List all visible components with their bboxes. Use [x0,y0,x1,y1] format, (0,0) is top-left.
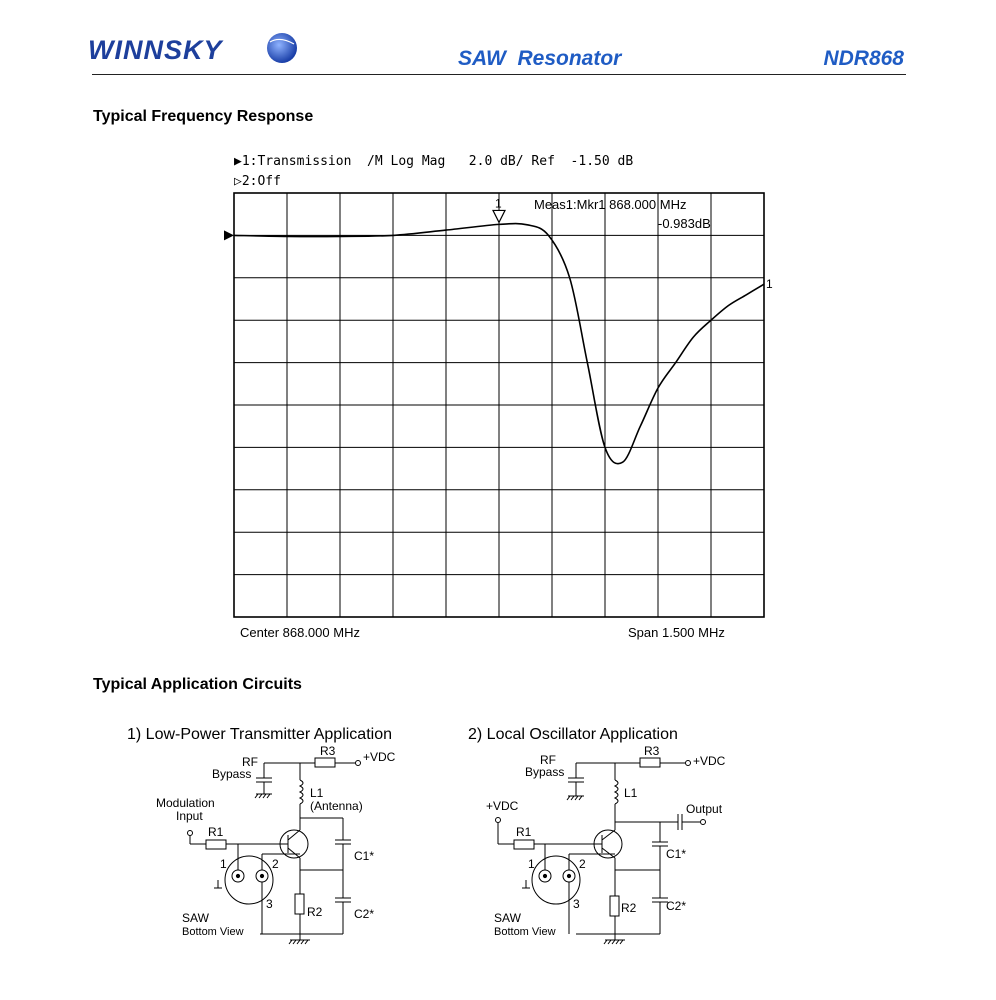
r1-label: R1 [208,825,224,839]
saw-pin-1: 1 [220,857,227,871]
saw-label: SAW [494,911,521,925]
rf-label: RF [540,753,556,767]
analyzer-status-line-2: ▷2:Off [234,174,281,189]
r3-label: R3 [644,744,660,758]
vdc-left-terminal [496,818,501,823]
marker-triangle [493,210,505,222]
r1-resistor [206,840,226,849]
bypass-label: Bypass [212,767,252,781]
globe-icon [267,33,297,63]
oscillator-circuit-diagram [480,740,750,955]
c2-label: C2* [666,899,687,913]
c1-label: C1* [666,847,687,861]
r2-label: R2 [621,901,637,915]
winnsky-logo [86,28,306,78]
vdc-left-label: +VDC [486,799,519,813]
r1-label: R1 [516,825,532,839]
vdc-terminal [686,761,691,766]
reference-level-marker [224,230,234,240]
section-title-frequency-response: Typical Frequency Response [93,108,314,125]
modulation-input-terminal [188,831,193,836]
r2-resistor [610,896,619,916]
analyzer-status-line-1: ▶1:Transmission /M Log Mag 2.0 dB/ Ref -1.50 dB [234,154,634,169]
logo-text: WINNSKY [88,35,223,65]
vdc-terminal [356,761,361,766]
antenna-label: (Antenna) [310,799,363,813]
marker-readout-frequency: Meas1:Mkr1 868.000 MHz [534,197,687,212]
frequency-response-chart [220,148,790,648]
vdc-label: +VDC [363,750,396,764]
circuit-2-title: 2) Local Oscillator Application [468,726,678,743]
circuit-1-title: 1) Low-Power Transmitter Application [127,726,392,743]
l1-inductor [300,780,303,804]
output-label: Output [686,802,723,816]
bottom-view-label: Bottom View [182,926,244,938]
saw-pin-2: 2 [272,857,279,871]
bypass-label: Bypass [525,765,565,779]
r3-label: R3 [320,744,336,758]
output-terminal [701,820,706,825]
rf-label: RF [242,755,258,769]
bottom-view-label: Bottom View [494,926,556,938]
product-title: SAW Resonator [458,47,622,70]
r2-label: R2 [307,905,323,919]
l1-label: L1 [624,786,638,800]
c2-label: C2* [354,907,375,921]
header-divider [92,74,906,75]
r2-resistor [295,894,304,914]
part-number: NDR868 [823,47,904,70]
section-title-application-circuits: Typical Application Circuits [93,676,302,693]
vdc-top-label: +VDC [693,754,726,768]
r3-resistor [315,758,335,767]
saw-pin-3: 3 [573,897,580,911]
input-label: Input [176,809,203,823]
l1-inductor [615,780,618,804]
marker-readout-value: -0.983dB [658,216,711,231]
modulation-label: Modulation [156,796,215,810]
saw-pin-3: 3 [266,897,273,911]
saw-label: SAW [182,911,209,925]
r3-resistor [640,758,660,767]
trace-label: 1 [766,277,773,292]
saw-pin-1: 1 [528,857,535,871]
r1-resistor [514,840,534,849]
l1-label: L1 [310,786,324,800]
marker-number: 1 [495,196,502,211]
c1-label: C1* [354,849,375,863]
span-label: Span 1.500 MHz [628,625,725,640]
chart-grid [234,193,764,617]
center-frequency-label: Center 868.000 MHz [240,625,360,640]
transmitter-circuit-diagram [150,740,450,955]
saw-pin-2: 2 [579,857,586,871]
